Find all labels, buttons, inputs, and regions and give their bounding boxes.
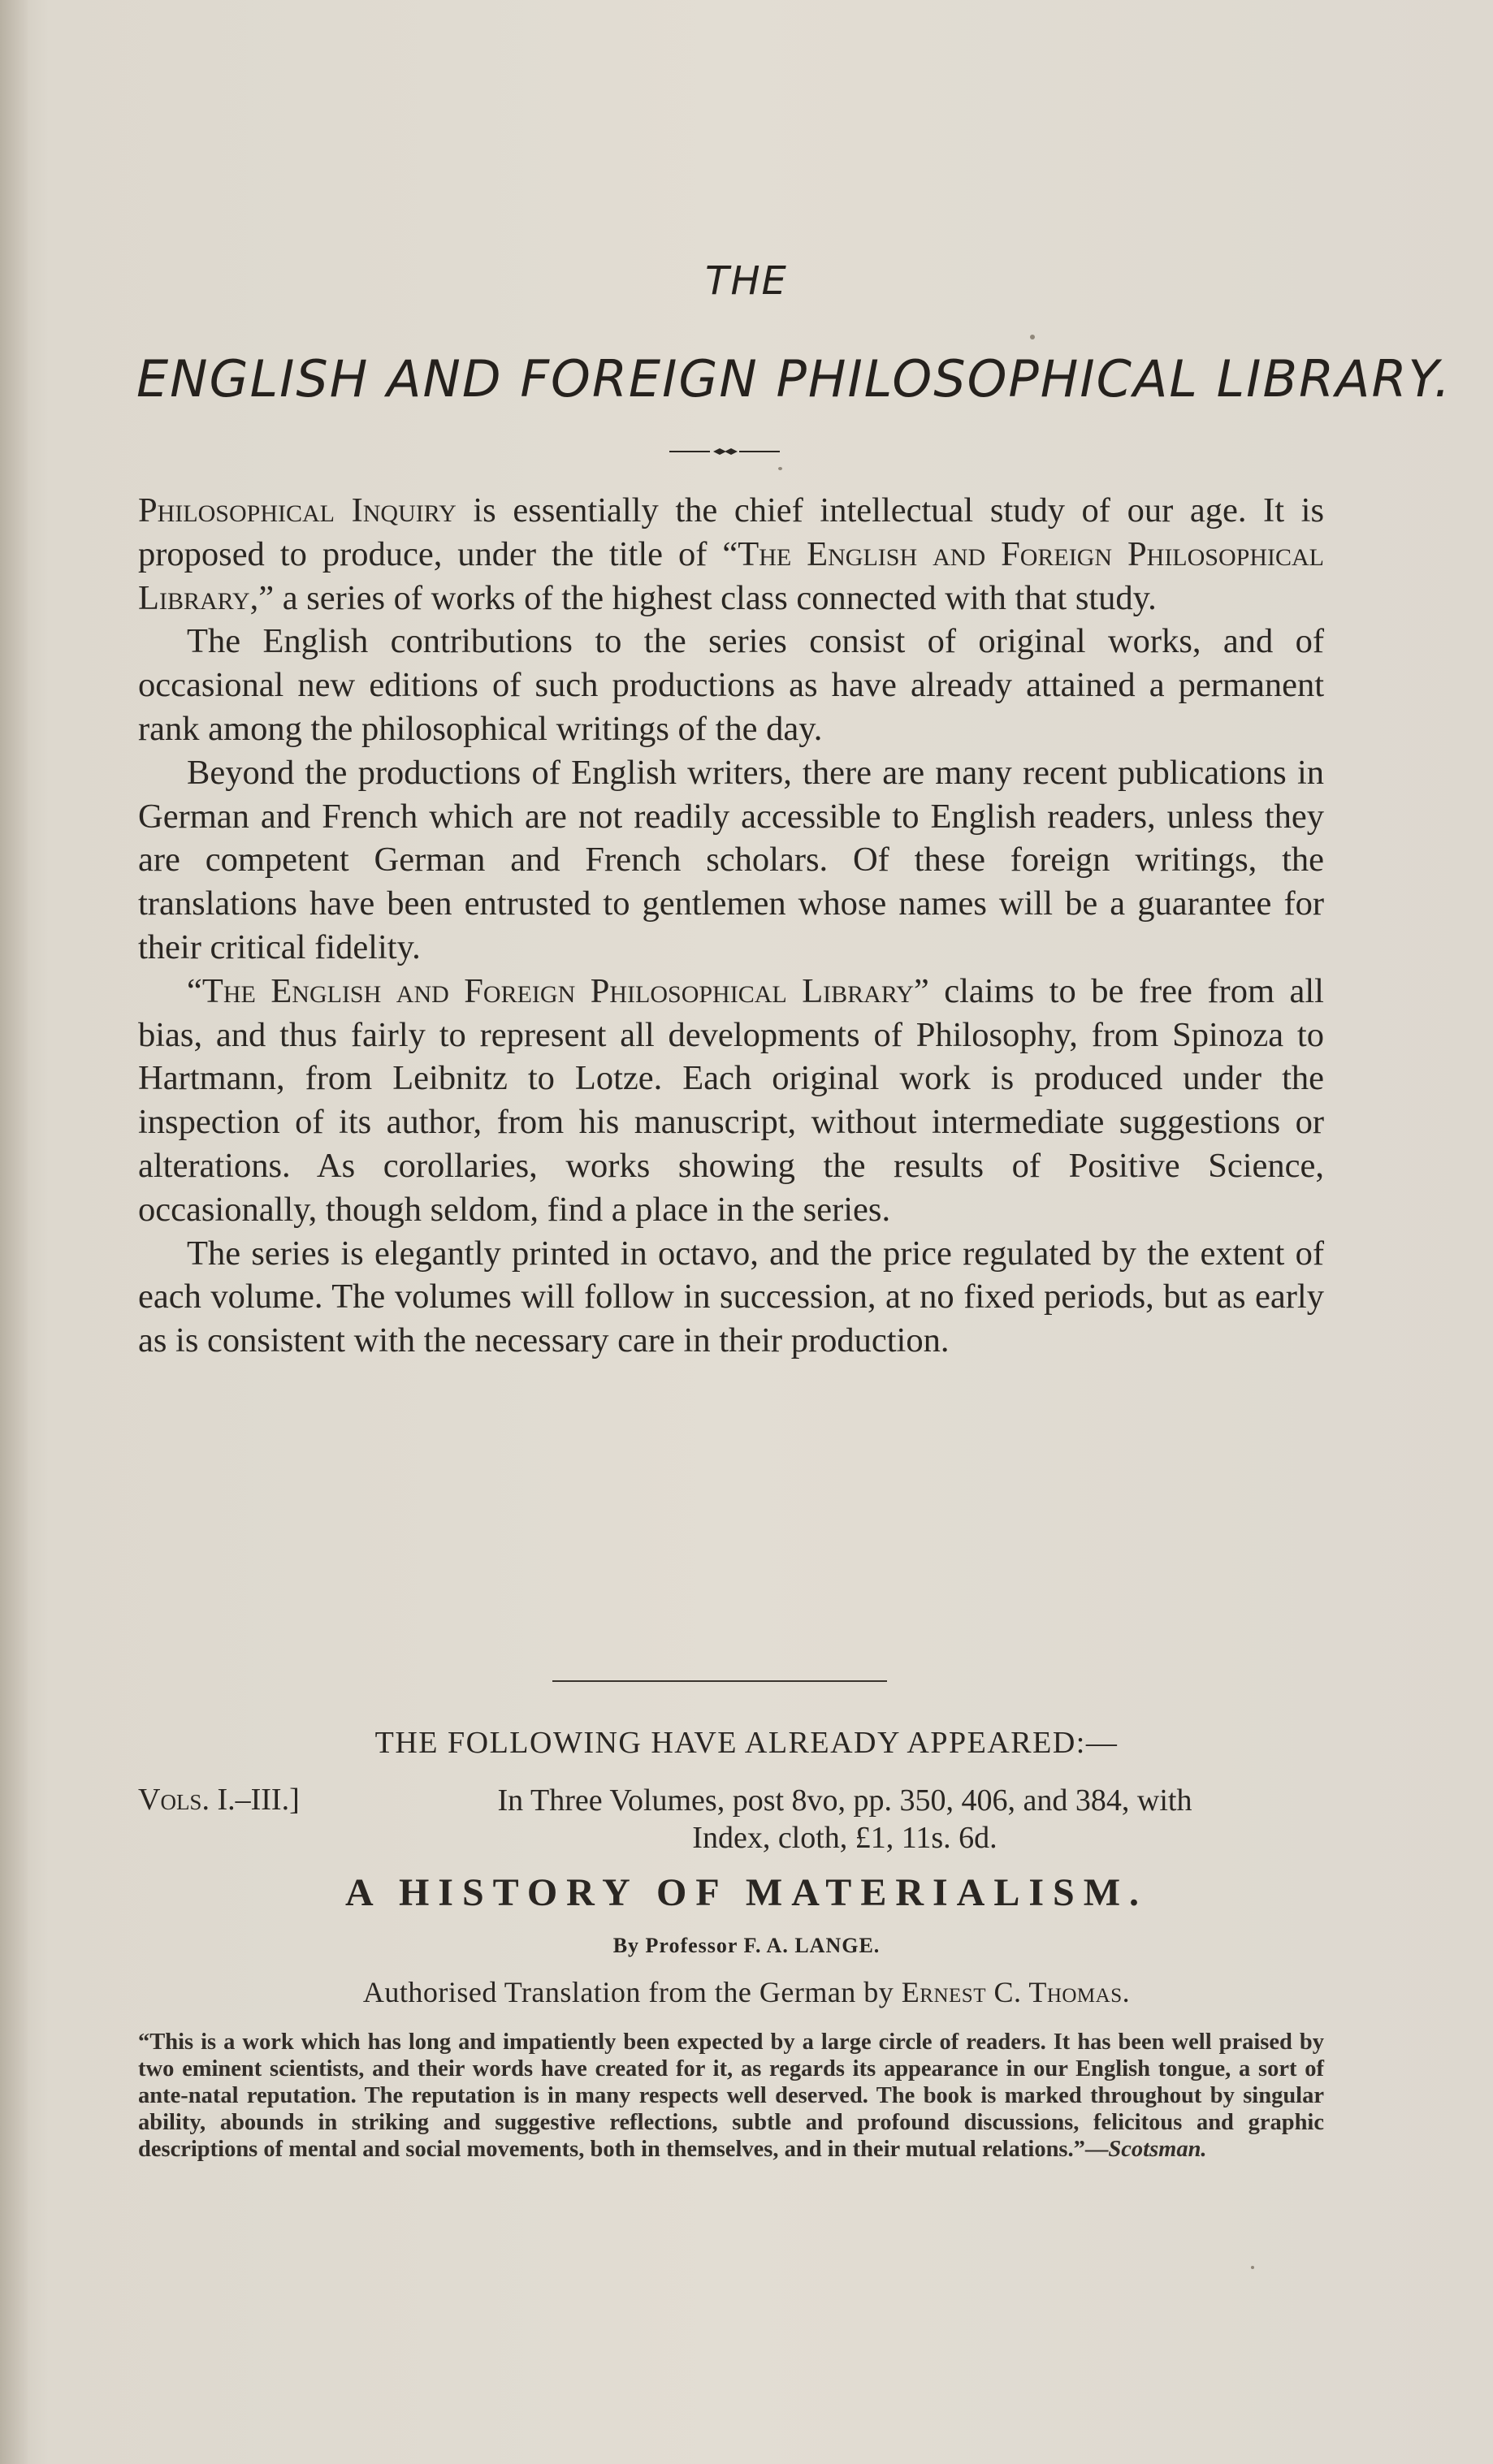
intro-paragraph-3: Beyond the productions of English writers, there are many recent publications in German and French which are not readily accessible to English readers, unless they are competent German and French scholars. Of these foreign writings, the translations have been entrusted to gentlemen whose names will be a guarantee for their critical fidelity. (138, 753, 1324, 966)
translation-note: Authorised Translation from the German by Ernest C. Thomas. (362, 1976, 1131, 2008)
intro-paragraph-4: “The English and Foreign Philosophical Library” claims to be free from all bias, and thus fairly to represent all developments of Philosophy, from Spinoza to Hartmann, from Leibnitz to Lotze. Each original work is produced under the inspection of its author, from his manuscript, without intermediate suggestions or alterations. As corollaries, works showing the results of Positive Science, occasionally, though seldom, find a place in the series. (138, 971, 1324, 1229)
already-appeared-heading: THE FOLLOWING HAVE ALREADY APPEARED:— (374, 1726, 1119, 1760)
paper-speck (1251, 2266, 1254, 2269)
volumes-line-2: Index, cloth, £1, 11s. 6d. (692, 1821, 997, 1855)
binding-gutter (0, 0, 28, 2464)
intro-paragraph-1: Philosophical Inquiry is essentially the chief intellectual study of our age. It is proposed to produce, under the title of “The English and Foreign Philosophical Library,” a series of works of the highest class connected with that study. (138, 491, 1324, 617)
header-the: THE (705, 258, 788, 304)
intro-paragraph-5: The series is elegantly printed in octavo, and the price regulated by the extent of each volume. The volumes will follow in succession, at no fixed periods, but as early as is consistent with the necessary care in their production. (138, 1234, 1324, 1360)
volumes-label: Vols. I.–III.] (138, 1783, 300, 1817)
book-title: A HISTORY OF MATERIALISM. (344, 1871, 1149, 1914)
volumes-description (406, 1782, 1283, 1857)
page-title: ENGLISH AND FOREIGN PHILOSOPHICAL LIBRARY. (136, 349, 1452, 409)
book-author: By Professor F. A. LANGE. (612, 1934, 881, 1957)
review-source: Scotsman. (1108, 2137, 1207, 2162)
review-quote: “This is a work which has long and impatiently been expected by a large circle of readers. It has been well praised by two eminent scientists, and their words have created for it, as regards its appearance in our English tongue, a sort of ante-natal reputation. The reputation is in many respects well deserved. The book is marked throughout by singular ability, abounds in striking and suggestive reflections, subtle and profound discussions, felicitous and graphic descriptions of mental and social movements, both in themselves, and in their mutual relations.”—Scotsman. (138, 2030, 1324, 2162)
paper-speck (778, 467, 782, 470)
section-divider (552, 1680, 887, 1682)
intro-paragraph-2: The English contributions to the series consist of original works, and of occasional new editions of such productions as have already attained a permanent rank among the philosophical writings of the day. (138, 622, 1324, 748)
ornament-divider-icon (668, 443, 781, 463)
intro-text (138, 489, 1324, 1363)
paper-speck (1030, 335, 1035, 339)
volumes-line-1: In Three Volumes, post 8vo, pp. 350, 406, and 384, with (497, 1783, 1192, 1818)
